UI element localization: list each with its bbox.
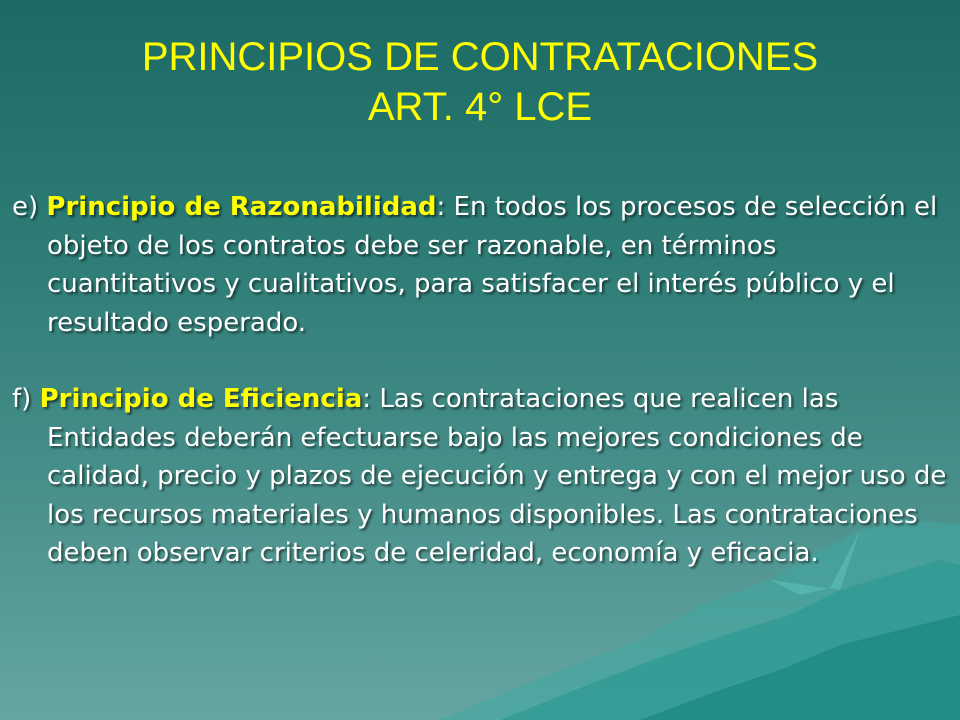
principle-text: : Las contrataciones que realicen las Entidades deberán efectuarse bajo las mejores condiciones de calidad, precio y plazos de ejecución y entrega y con el mejor uso de los recursos materiales y humanos disponibles. Las contrataciones deben observar criterios de celeridad, economía y eficacia. [47, 384, 947, 568]
principle-term: Principio de Razonabilidad [46, 192, 437, 222]
principle-text: : En todos los procesos de selección el objeto de los contratos debe ser razonable, en términos cuantitativos y cualitativos, para satisfacer el interés público y el resultado esperado. [47, 192, 938, 338]
slide-body [12, 188, 952, 573]
paragraph-razonabilidad [12, 188, 952, 342]
paragraph-marker: f) [12, 384, 32, 414]
principle-term: Principio de Eficiencia [39, 384, 363, 414]
slide-title [0, 32, 960, 132]
paragraph-marker: e) [12, 192, 39, 222]
title-line-2: ART. 4° LCE [367, 85, 593, 129]
title-line-1: PRINCIPIOS DE CONTRATACIONES [141, 35, 819, 79]
paragraph-eficiencia [12, 380, 952, 573]
